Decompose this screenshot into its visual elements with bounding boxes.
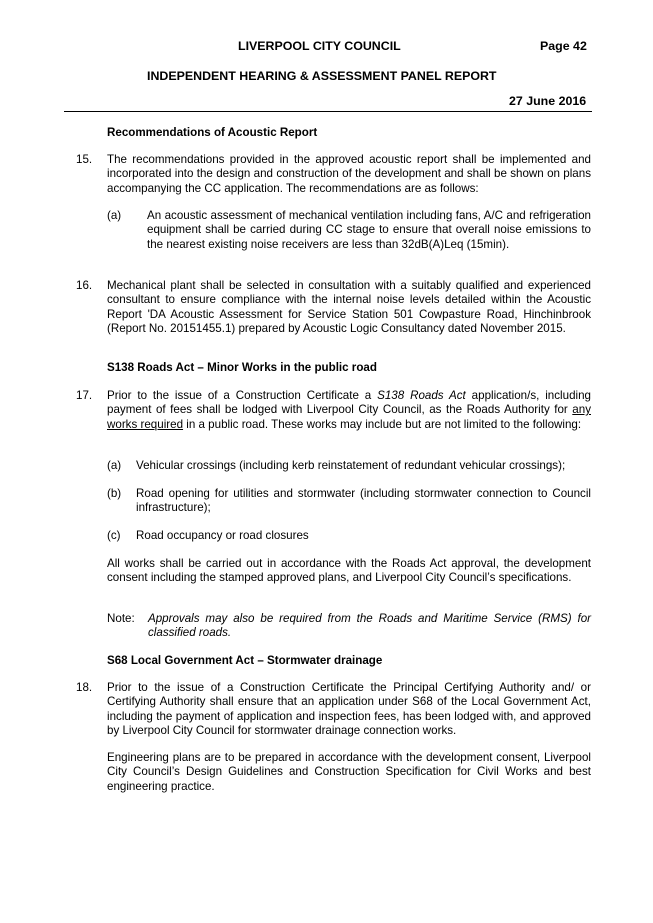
condition-16-number: 16. xyxy=(76,279,93,292)
council-name: LIVERPOOL CITY COUNCIL xyxy=(238,39,401,53)
heading-roads: S138 Roads Act – Minor Works in the public road xyxy=(107,361,377,374)
condition-15a-label: (a) xyxy=(107,209,122,222)
condition-16-text: Mechanical plant shall be selected in consultation with a suitably qualified and experienced consultant to ensure compliance with the internal noise levels detailed within the Acoustic Report 'DA Acoustic Assessment for Service Station 501 Cowpasture Road, Hinchinbrook (Report No. 20151455.1) prepared by Acoustic Logic Consultancy dated November 2015. xyxy=(107,279,591,335)
condition-15a-text: An acoustic assessment of mechanical ventilation including fans, A/C and refrigeration equipment shall be carried during CC stage to ensure that overall noise emissions to the nearest existing noise receivers are less than 32dB(A)Leq (15min). xyxy=(147,209,591,251)
any-works-required: any works required xyxy=(107,403,591,431)
page-number: Page 42 xyxy=(540,39,587,53)
condition-18-after: Engineering plans are to be prepared in accordance with the development consent, Liverpool City Council’s Design Guidelines and Construction Specification for Civil Works and best engineering practice. xyxy=(107,751,591,793)
heading-acoustic: Recommendations of Acoustic Report xyxy=(107,126,318,139)
condition-17-after: All works shall be carried out in accordance with the Roads Act approval, the development consent including the stamped approved plans, and Liverpool City Council’s specifications. xyxy=(107,557,591,585)
report-date: 27 June 2016 xyxy=(509,94,587,108)
condition-17-number: 17. xyxy=(76,389,93,402)
header-divider xyxy=(64,111,592,112)
condition-17b-label: (b) xyxy=(107,487,122,500)
roads-act-title: S138 Roads Act xyxy=(377,389,466,402)
condition-17a-label: (a) xyxy=(107,459,122,472)
condition-17b-text: Road opening for utilities and stormwater (including stormwater connection to Council infrastructure); xyxy=(136,487,591,515)
heading-stormwater: S68 Local Government Act – Stormwater drainage xyxy=(107,654,383,667)
note-text: Approvals may also be required from the Roads and Maritime Service (RMS) for classified roads. xyxy=(148,612,591,640)
note-label: Note: xyxy=(107,612,135,625)
condition-17c-label: (c) xyxy=(107,529,121,542)
condition-15-number: 15. xyxy=(76,153,93,166)
report-title: INDEPENDENT HEARING & ASSESSMENT PANEL REPORT xyxy=(147,69,497,83)
condition-17a-text: Vehicular crossings (including kerb reinstatement of redundant vehicular crossings); xyxy=(136,459,566,472)
condition-18-number: 18. xyxy=(76,681,93,694)
condition-17-text: Prior to the issue of a Construction Certificate a S138 Roads Act application/s, including payment of fees shall be lodged with Liverpool City Council, as the Roads Authority for any works required in a public road. These works may include but are not limited to the following: xyxy=(107,389,591,431)
condition-18-text: Prior to the issue of a Construction Certificate the Principal Certifying Authority and/ or Certifying Authority shall ensure that an application under S68 of the Local Government Act, including the payment of application and inspection fees, has been lodged with, and approved by Liverpool City Council for stormwater drainage connection works. xyxy=(107,681,591,737)
condition-15-text: The recommendations provided in the approved acoustic report shall be implemented and incorporated into the design and construction of the development and shall be shown on plans accompanying the CC application. The recommendations are as follows: xyxy=(107,153,591,195)
condition-17c-text: Road occupancy or road closures xyxy=(136,529,309,542)
